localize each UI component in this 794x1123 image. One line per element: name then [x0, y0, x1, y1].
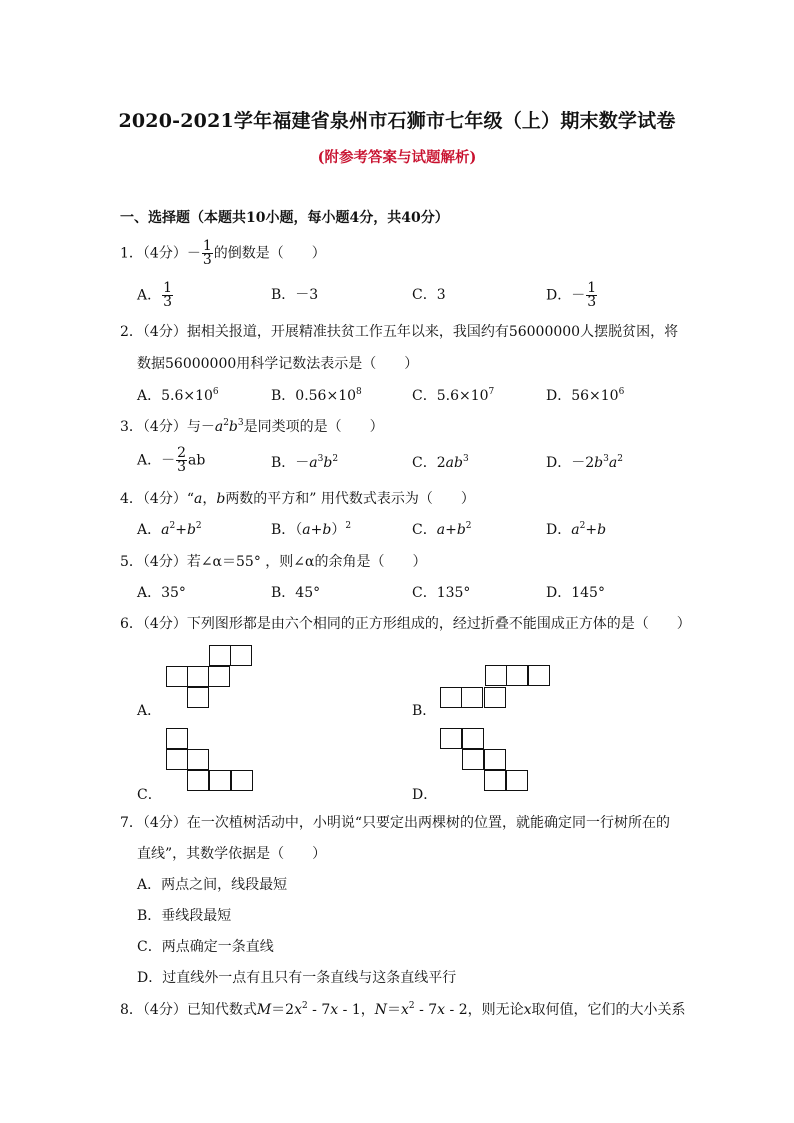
question-7-line-2: 直线”，其数学依据是（ ） — [137, 846, 327, 862]
page-title: 2020-2021学年福建省泉州市石狮市七年级（上）期末数学试卷 — [118, 110, 676, 132]
page-subtitle: (附参考答案与试题解析) — [317, 149, 477, 166]
q5-option-b: B．45° — [271, 585, 321, 601]
q1-option-b: B．－3 — [271, 287, 319, 303]
question-6: 6．（4分）下列图形都是由六个相同的正方形组成的，经过折叠不能围成正方体的是（ ） — [120, 616, 691, 632]
q1-option-c: C．3 — [412, 287, 446, 303]
q2-option-c: C．$5.6\times 10^7$ — [412, 387, 495, 404]
question-3: 3．（4分）与$-a^2b^3$是同类项的是（ ） — [120, 418, 384, 435]
q2-option-b: B．$0.56\times 10^8$ — [271, 387, 362, 404]
q6-option-d-label: D． — [412, 787, 438, 803]
question-4: 4．（4分）“a，b两数的平方和” 用代数式表示为（ ） — [120, 491, 475, 507]
q4-option-c: C．$a+b^2$ — [412, 521, 472, 538]
q1-option-d: D．－ $\frac{1}{3}$ — [546, 280, 597, 310]
q7-option-d: D．过直线外一点有且只有一条直线与这条直线平行 — [137, 970, 457, 986]
q5-option-d: D．145° — [546, 585, 605, 601]
q3-option-b: B．$-a^3b^2$ — [271, 454, 339, 471]
q2-option-a: A．$5.6\times 10^6$ — [137, 387, 219, 404]
question-8: 8．（4分）已知代数式$M=2x^2 - 7x - 1$，$N=x^2 - 7x - 2$，则无论x取何值，它们的大小关系 — [120, 1001, 686, 1018]
q4-option-a: A．$a^2+b^2$ — [137, 521, 202, 538]
q7-option-c: C．两点确定一条直线 — [137, 939, 274, 955]
question-2-line-1: 2．（4分）据相关报道，开展精准扶贫工作五年以来，我国约有56000000人摆脱贫困，将 — [120, 324, 679, 340]
q7-option-b: B．垂线段最短 — [137, 908, 232, 924]
q5-option-c: C．135° — [412, 585, 471, 601]
q1-option-a: A． $\frac{1}{3}$ — [137, 280, 173, 310]
fraction: $\frac{1}{3}$ — [202, 238, 212, 268]
question-2-line-2: 数据56000000用科学记数法表示是（ ） — [137, 356, 419, 372]
q2-option-d: D．$56\times 10^6$ — [546, 387, 625, 404]
q6-option-b-label: B． — [412, 703, 437, 719]
question-7-line-1: 7．（4分）在一次植树活动中，小明说“只要定出两棵树的位置，就能确定同一行树所在的 — [120, 815, 670, 831]
q7-option-a: A．两点之间，线段最短 — [137, 877, 288, 893]
q4-option-d: D．$a^2+b$ — [546, 521, 607, 538]
question-1: 1．（4分）－ $\frac{1}{3}$ 的倒数是（ ） — [120, 238, 326, 268]
q4-option-b: B．$(a+b)^2$ — [271, 521, 352, 538]
section-heading: 一、选择题（本题共10小题，每小题4分，共40分） — [120, 210, 449, 226]
q6-option-c-label: C． — [137, 787, 162, 803]
q3-option-d: D．$-2b^3a^2$ — [546, 454, 623, 471]
question-5: 5．（4分）若∠α＝55° ，则∠α的余角是（ ） — [120, 554, 427, 570]
q6-option-a-label: A． — [137, 703, 162, 719]
q3-option-c: C．$2ab^3$ — [412, 454, 469, 471]
q5-option-a: A．35° — [137, 585, 186, 601]
q3-option-a: A．－ $\frac{2}{3}$ ab — [137, 445, 206, 475]
